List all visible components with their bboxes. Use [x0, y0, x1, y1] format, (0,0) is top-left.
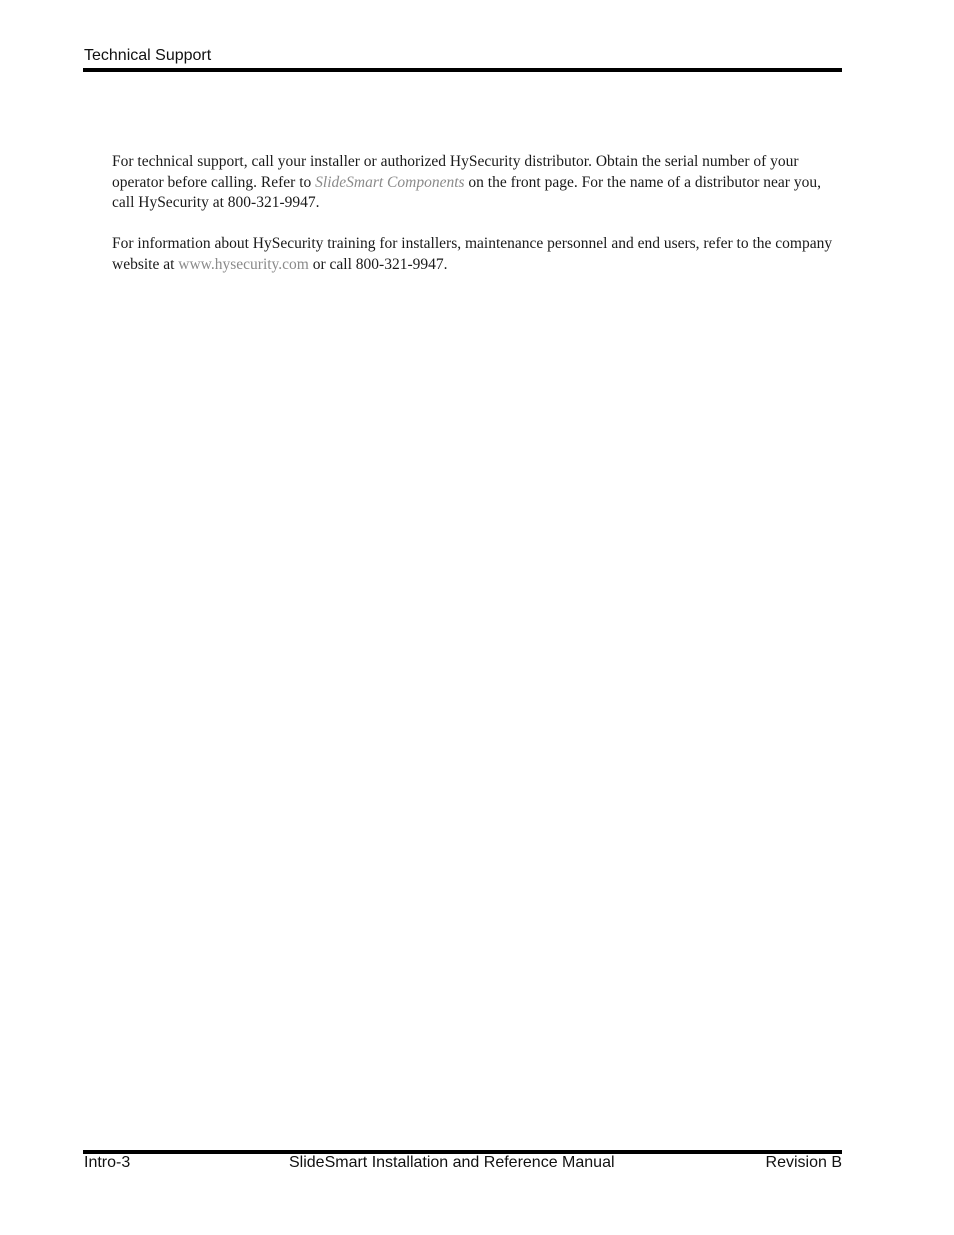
- header-rule: [83, 68, 842, 72]
- components-cross-reference-link[interactable]: SlideSmart Components: [315, 173, 465, 191]
- main-content: [112, 152, 842, 296]
- running-header-title: Technical Support: [84, 47, 212, 64]
- manual-title: SlideSmart Installation and Reference Manual: [289, 1154, 615, 1171]
- page-number: Intro-3: [84, 1154, 131, 1171]
- page-footer: [84, 1153, 842, 1173]
- support-text-start: For technical support, call your installer or authorized HySecurity distributor. Obtain the serial number of your operator before calling. Refer to: [112, 153, 799, 191]
- training-paragraph: [112, 234, 842, 275]
- revision-label: Revision B: [765, 1154, 842, 1171]
- training-text-start: For information about HySecurity training for installers, maintenance personnel and end users, refer to the company website at: [112, 235, 833, 273]
- training-text-end: or call 800-321-9947.: [308, 255, 448, 273]
- support-text-end: on the front page. For the name of a distributor near you, call HySecurity at 800-321-9947.: [112, 173, 821, 211]
- company-website-link[interactable]: www.hysecurity.com: [178, 255, 309, 273]
- support-paragraph: [112, 152, 842, 214]
